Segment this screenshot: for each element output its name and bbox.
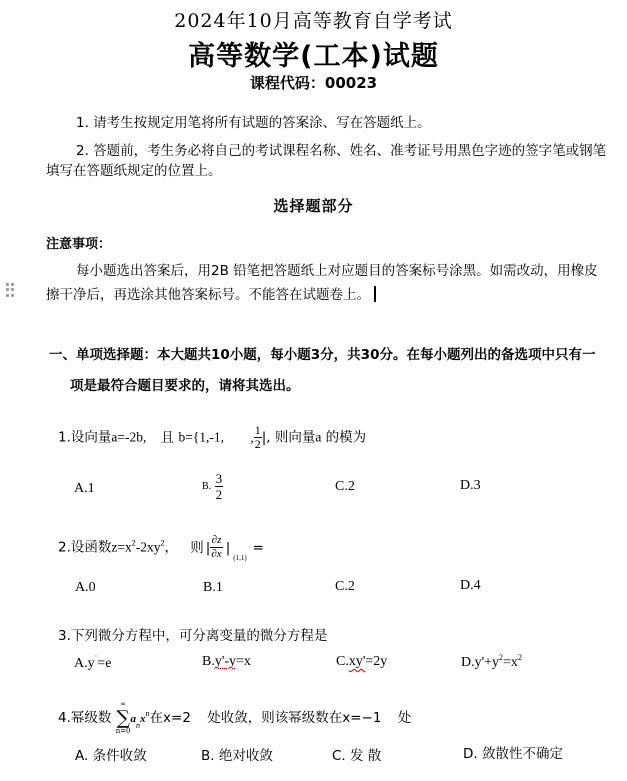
frac-den: 2 xyxy=(215,487,223,502)
q3-option-a xyxy=(74,654,111,672)
q1-expr: b={1,-1, xyxy=(178,429,225,445)
q1-text: 且 xyxy=(160,429,175,446)
course-code-value: 00023 xyxy=(324,74,378,92)
q1-fraction xyxy=(254,424,262,451)
q1-comma: , xyxy=(250,429,254,445)
question-2: 2.设函数$z=x^2-2xy^2$， 则 | $\frac{\partial z}{\partial x}$ $|_{(1,1)}=$ xyxy=(58,534,264,562)
question-4 xyxy=(58,700,411,736)
q4-sub: n xyxy=(136,721,141,730)
q2-equals: = xyxy=(252,539,264,556)
instruction-1: 1. 请考生按规定用笔将所有试题的答案涂、写在答题纸上。 xyxy=(76,115,431,131)
q2-sup: 2 xyxy=(131,538,136,548)
q1-expr: a=-2b, xyxy=(111,429,147,445)
opt-sup: 2 xyxy=(499,653,504,662)
instruction-2-cont: 填写在答题纸规定的位置上。 xyxy=(46,163,222,179)
summation-icon xyxy=(116,700,131,736)
question-number: 1. xyxy=(58,429,71,446)
section-title: 选择题部分 xyxy=(273,197,354,215)
q3-text: 下列微分方程中，可分离变量的微分方程是 xyxy=(70,628,328,644)
opt-text: =x xyxy=(503,655,518,670)
q2-expr: z=x xyxy=(111,539,132,555)
frac-num: 3 xyxy=(215,471,223,486)
q2-sup: 2 xyxy=(160,538,165,548)
q2-punct: ， xyxy=(164,539,178,556)
q2-text: 则 xyxy=(190,539,204,556)
frac-den: 2 xyxy=(254,437,261,451)
drag-handle-icon[interactable] xyxy=(6,283,16,297)
q2-option-b: B.1 xyxy=(203,580,223,595)
instruction-2: 2. 答题前，考生务必将自己的考试课程名称、姓名、准考证号用黑色字迹的签字笔或钢笔 xyxy=(76,143,607,159)
opt-text: B. xyxy=(202,654,215,669)
q3-option-c xyxy=(336,654,387,670)
course-code-label: 课程代码： xyxy=(249,74,325,92)
spellcheck-underline: xy' xyxy=(348,654,366,669)
q1-text: 的模为 xyxy=(325,429,367,446)
course-code xyxy=(0,72,627,93)
q1-option-a: A.1 xyxy=(74,481,95,496)
q2-partial-derivative xyxy=(210,534,222,561)
q1-option-d: D.3 xyxy=(460,478,481,493)
q4-option-d: D. 敛散性不确定 xyxy=(463,746,563,762)
q4-sup: n xyxy=(145,709,150,718)
q1-expr: a xyxy=(315,429,322,445)
question-3 xyxy=(58,624,327,644)
deriv-den: ∂x xyxy=(211,548,222,560)
q4-term: a xyxy=(130,713,137,725)
opt-text: A.y xyxy=(74,656,95,671)
text-cursor xyxy=(374,286,376,302)
opt-sup: ˈ xyxy=(94,654,98,663)
q1-option-b xyxy=(202,471,223,502)
opt-text: =2y xyxy=(365,654,388,669)
opt-text: =e xyxy=(97,656,112,671)
question-number: 4. xyxy=(58,710,71,726)
part-one-line-2: 项是最符合题目要求的，请将其选出。 xyxy=(70,378,300,394)
sigma-lower: n=0 xyxy=(115,727,131,735)
q2-option-c: C.2 xyxy=(335,579,355,594)
attention-line-2[interactable] xyxy=(46,283,376,303)
q3-option-d xyxy=(461,653,522,671)
q2-option-d: D.4 xyxy=(460,578,481,593)
deriv-num: ∂z xyxy=(211,534,222,546)
sigma-upper: ∞ xyxy=(120,700,127,708)
subject-title: 高等数学(工本)试题 xyxy=(188,41,439,72)
attention-line-1: 每小题选出答案后，用2B 铅笔把答题纸上对应题目的答案标号涂黑。如需改动，用橡皮 xyxy=(76,263,598,279)
q1-text: |, 则向量 xyxy=(261,429,316,446)
q4-text: 幂级数 xyxy=(70,710,112,726)
question-number: 3. xyxy=(58,628,71,644)
q4-option-c: C. 发 散 xyxy=(332,748,382,764)
attention-line-2-text: 擦干净后，再选涂其他答案标号。不能答在试题卷上。 xyxy=(46,287,370,303)
q1-option-c: C.2 xyxy=(335,479,355,494)
q1-text: 设向量 xyxy=(70,429,112,446)
option-label: B. xyxy=(202,481,212,492)
part-one-line-1: 一、单项选择题：本大题共10小题，每小题3分，共30分。在每小题列出的备选项中只有一 xyxy=(49,347,596,363)
q2-text: 设函数 xyxy=(70,539,112,556)
opt-text: =x xyxy=(236,654,251,669)
frac-num: 1 xyxy=(254,423,261,437)
question-1 xyxy=(58,424,366,451)
question-number: 2. xyxy=(58,539,71,556)
opt-text: C. xyxy=(336,654,349,669)
attention-label: 注意事项： xyxy=(46,237,112,252)
q4-text: 处 xyxy=(397,710,412,726)
exam-title: 2024年10月高等教育自学考试 xyxy=(174,10,453,32)
q1-option-b-fraction xyxy=(215,471,224,502)
opt-sup: 2 xyxy=(517,653,522,662)
opt-text: D.y'+y xyxy=(461,655,500,670)
sigma-symbol: ∑ xyxy=(116,707,130,729)
q2-option-a: A.0 xyxy=(75,580,96,595)
q4-option-a: A. 条件收敛 xyxy=(75,748,147,764)
spellcheck-underline: y'-y xyxy=(214,654,237,669)
q2-eval-point: (1,1) xyxy=(233,553,247,562)
q3-option-b xyxy=(202,654,251,670)
q2-expr: -2xy xyxy=(135,539,161,555)
q4-term: x xyxy=(140,713,146,725)
q4-text: 处收敛，则该幂级数在x=−1 xyxy=(207,710,382,726)
q4-text: 在x=2 xyxy=(149,710,191,726)
q4-option-b: B. 绝对收敛 xyxy=(201,748,273,764)
